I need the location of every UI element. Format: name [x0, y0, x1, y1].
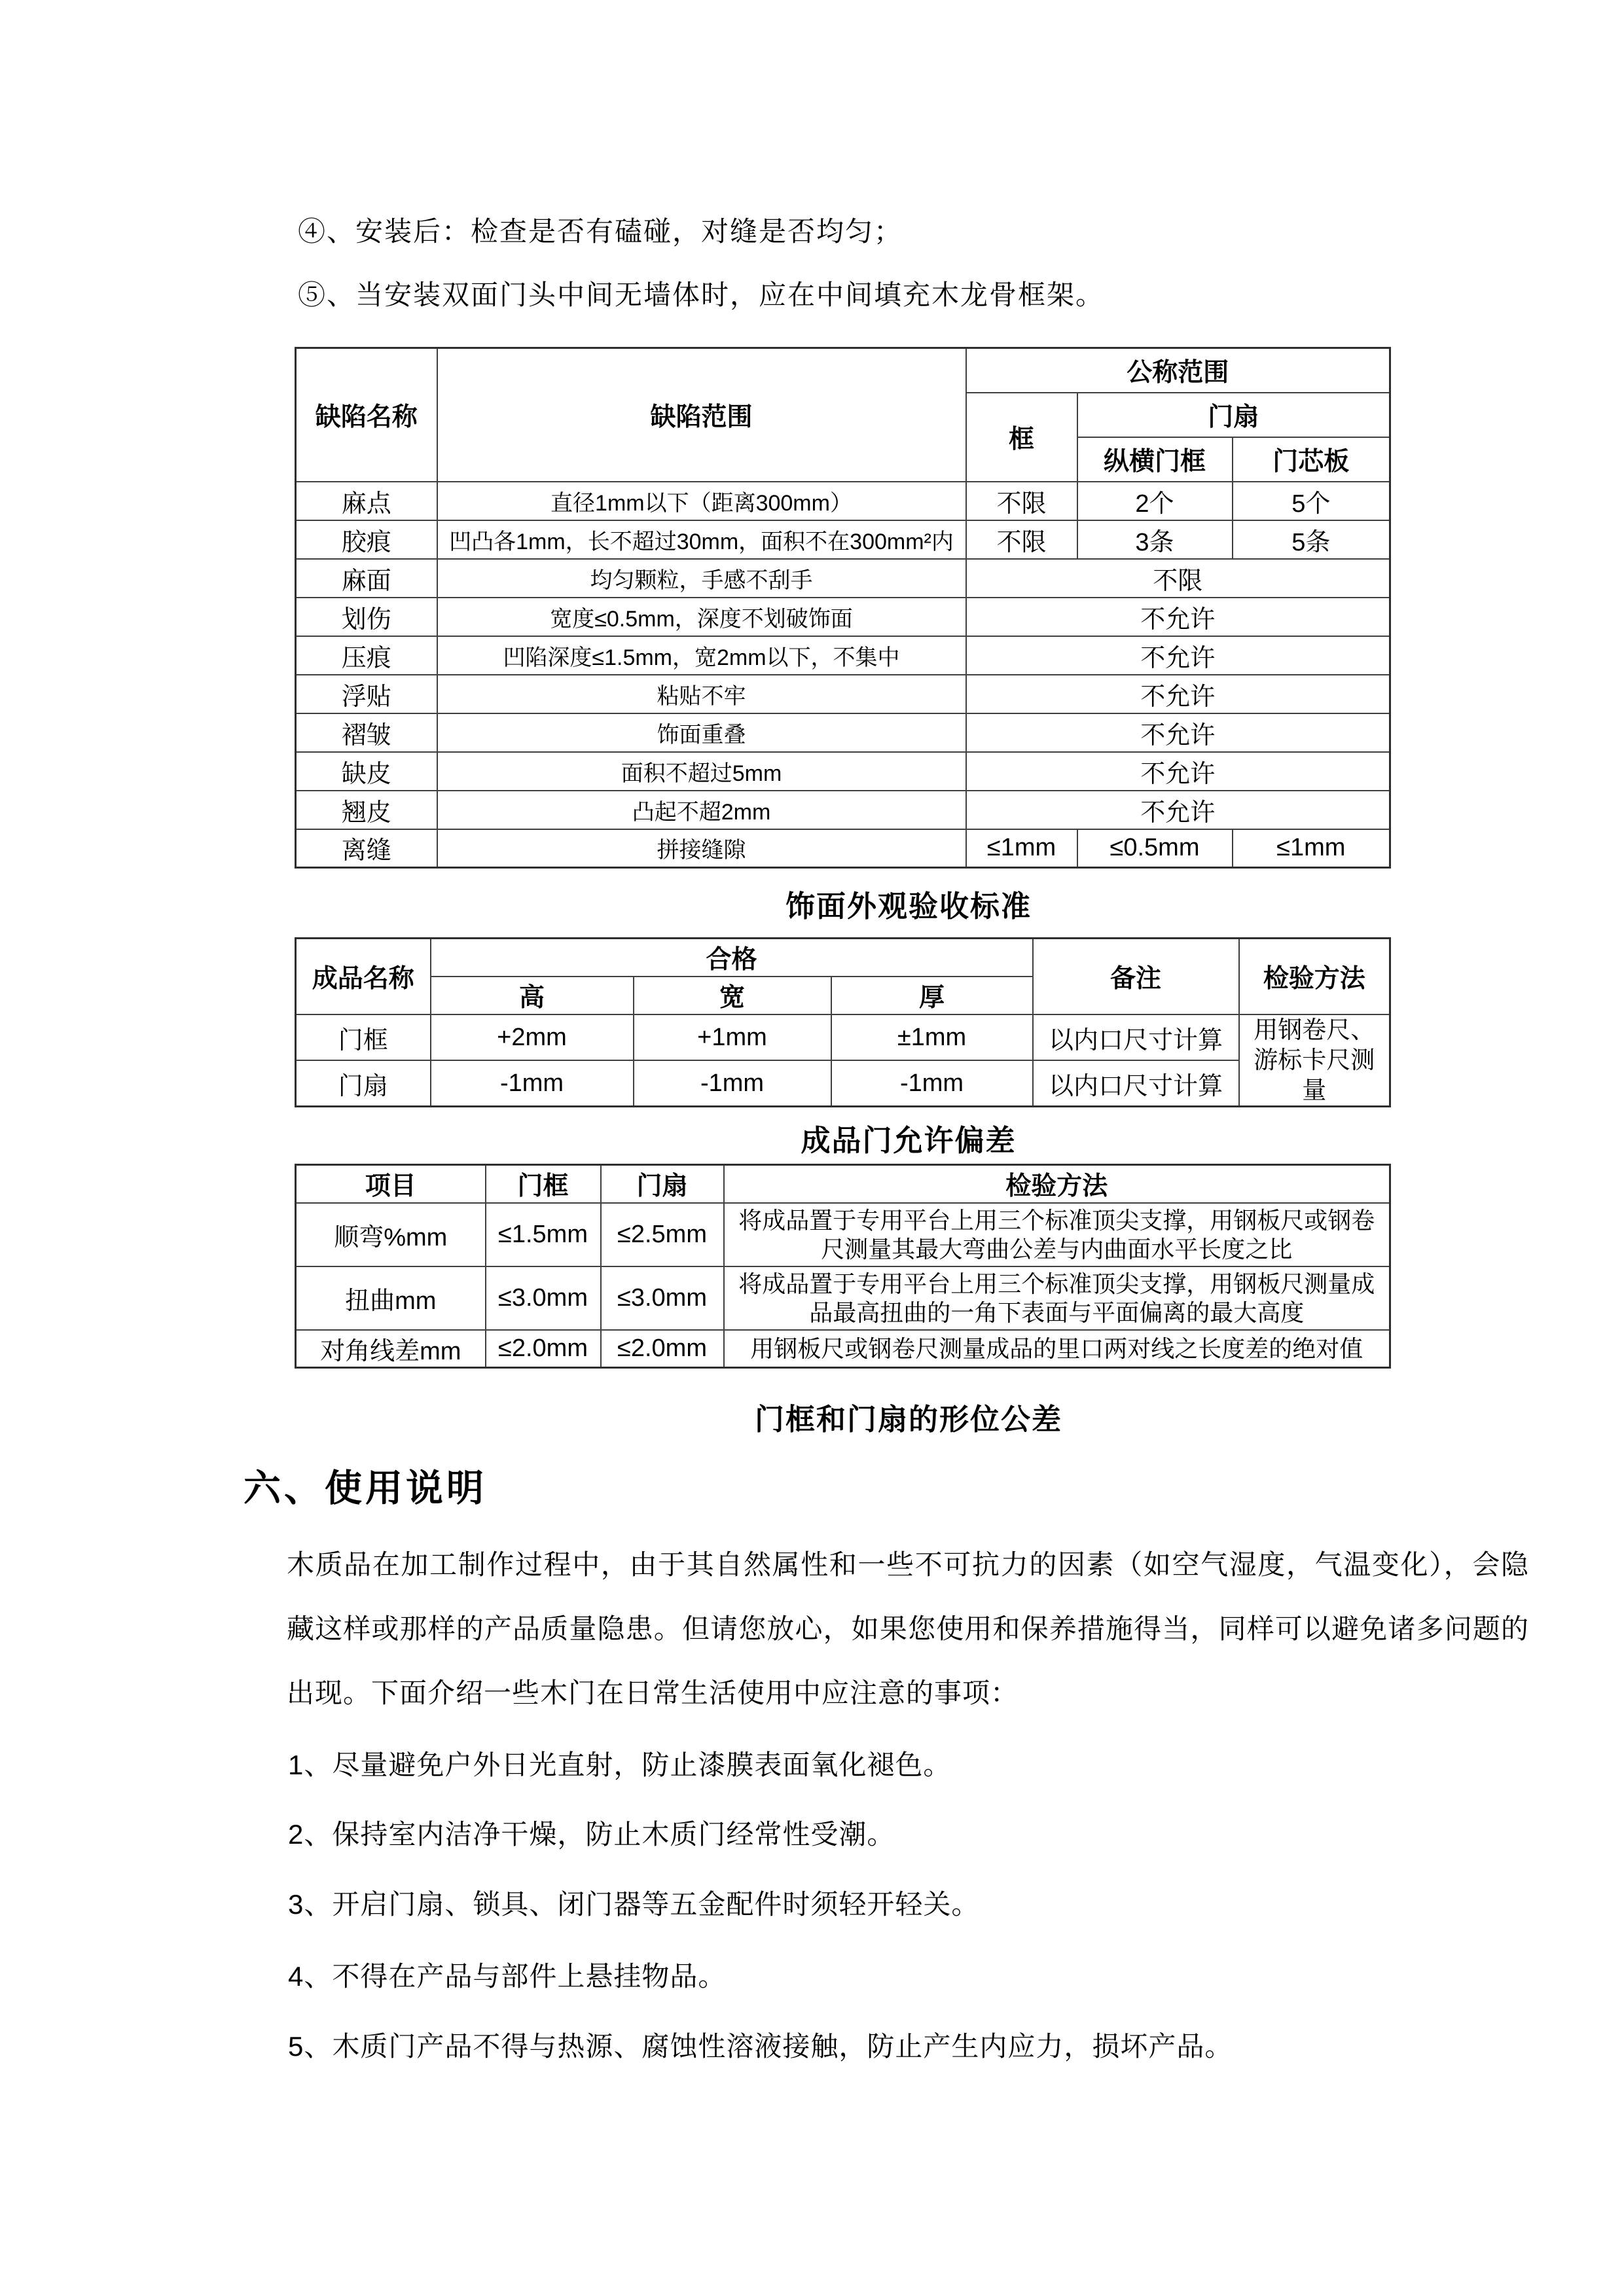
header-door-leaf: 门扇 [1077, 393, 1390, 437]
table-row [296, 559, 1390, 598]
cell-inspection-method: 将成品置于专用平台上用三个标准顶尖支撑，用钢板尺或钢卷尺测量其最大弯曲公差与内曲面水平长度之比 [724, 1203, 1390, 1266]
cell-defect-range: 凹陷深度≤1.5mm，宽2mm以下，不集中 [437, 636, 966, 675]
cell-defect-name: 浮贴 [296, 675, 437, 713]
install-note-5: ⑤、当安装双面门头中间无墙体时，应在中间填充木龙骨框架。 [298, 279, 1105, 310]
table-row [296, 1060, 1390, 1106]
cell-defect-range: 拼接缝隙 [437, 829, 966, 868]
header-stile-rail: 纵横门框 [1077, 437, 1233, 482]
header-inspection-method: 检验方法 [724, 1165, 1390, 1204]
cell-stile: ≤0.5mm [1077, 829, 1233, 868]
cell-remark: 以内口尺寸计算 [1033, 1014, 1239, 1060]
cell-all-columns: 不允许 [966, 675, 1390, 713]
cell-inspection-method: 将成品置于专用平台上用三个标准顶尖支撑，用钢板尺测量成品最高扭曲的一角下表面与平面偏离的最大高度 [724, 1266, 1390, 1330]
cell-all-columns: 不允许 [966, 791, 1390, 829]
cell-frame-value: ≤2.0mm [486, 1330, 601, 1368]
cell-defect-range: 饰面重叠 [437, 713, 966, 752]
usage-item-3: 3、开启门扇、锁具、闭门器等五金配件时须轻开轻关。 [288, 1889, 980, 1920]
usage-item-4: 4、不得在产品与部件上悬挂物品。 [288, 1961, 727, 1992]
header-width: 宽 [634, 977, 831, 1014]
cell-item: 扭曲mm [296, 1266, 486, 1330]
cell-defect-name: 划伤 [296, 598, 437, 636]
cell-height: -1mm [431, 1060, 634, 1106]
table-row [296, 636, 1390, 675]
cell-inspection-method: 用钢卷尺、游标卡尺测量 [1239, 1014, 1390, 1107]
usage-intro-paragraph: 木质品在加工制作过程中，由于其自然属性和一些不可抗力的因素（如空气湿度，气温变化），会隐藏这样或那样的产品质量隐患。但请您放心，如果您使用和保养措施得当，同样可以避免诸多问题的出现。下面介绍一些木门在日常生活使用中应注意的事项： [287, 1549, 1529, 1708]
cell-frame: ≤1mm [966, 829, 1077, 868]
table-row [296, 1330, 1390, 1368]
cell-all-columns: 不限 [966, 559, 1390, 598]
cell-leaf-value: ≤3.0mm [601, 1266, 724, 1330]
cell-defect-range: 宽度≤0.5mm，深度不划破饰面 [437, 598, 966, 636]
cell-defect-range: 面积不超过5mm [437, 752, 966, 791]
cell-width: +1mm [634, 1014, 831, 1060]
cell-defect-name: 压痕 [296, 636, 437, 675]
cell-defect-name: 褶皱 [296, 713, 437, 752]
cell-remark: 以内口尺寸计算 [1033, 1060, 1239, 1106]
cell-defect-name: 胶痕 [296, 520, 437, 559]
cell-item: 顺弯%mm [296, 1203, 486, 1266]
usage-heading: 六、使用说明 [244, 1467, 487, 1509]
cell-thickness: -1mm [831, 1060, 1033, 1106]
cell-thickness: ±1mm [831, 1014, 1033, 1060]
usage-item-5: 5、木质门产品不得与热源、腐蚀性溶液接触，防止产生内应力，损坏产品。 [288, 2031, 1233, 2062]
finish-appearance-table [295, 347, 1391, 869]
cell-core: 5个 [1233, 482, 1390, 520]
cell-inspection-method: 用钢板尺或钢卷尺测量成品的里口两对线之长度差的绝对值 [724, 1330, 1390, 1368]
table-row [296, 829, 1390, 868]
table-row [296, 791, 1390, 829]
header-defect-name: 缺陷名称 [296, 348, 437, 482]
table-row [296, 598, 1390, 636]
cell-frame: 不限 [966, 520, 1077, 559]
cell-width: -1mm [634, 1060, 831, 1106]
header-core-panel: 门芯板 [1233, 437, 1390, 482]
deviation-caption: 成品门允许偏差 [801, 1124, 1017, 1157]
usage-item-2: 2、保持室内洁净干燥，防止木质门经常性受潮。 [288, 1819, 895, 1850]
tolerance-caption: 门框和门扇的形位公差 [754, 1403, 1062, 1436]
cell-leaf-value: ≤2.0mm [601, 1330, 724, 1368]
cell-all-columns: 不允许 [966, 752, 1390, 791]
cell-defect-name: 离缝 [296, 829, 437, 868]
table-row [296, 1266, 1390, 1330]
table-row [296, 1014, 1390, 1060]
cell-frame: 不限 [966, 482, 1077, 520]
geometric-tolerance-table [295, 1164, 1391, 1369]
header-door-frame: 门框 [486, 1165, 601, 1204]
header-remark: 备注 [1033, 939, 1239, 1015]
table-row [296, 713, 1390, 752]
usage-item-1: 1、尽量避免户外日光直射，防止漆膜表面氧化褪色。 [288, 1749, 952, 1780]
header-inspection-method: 检验方法 [1239, 939, 1390, 1015]
cell-defect-name: 麻点 [296, 482, 437, 520]
cell-frame-value: ≤1.5mm [486, 1203, 601, 1266]
finish-appearance-caption: 饰面外观验收标准 [785, 889, 1032, 923]
table-row [296, 482, 1390, 520]
cell-core: 5条 [1233, 520, 1390, 559]
cell-stile: 3条 [1077, 520, 1233, 559]
cell-defect-range: 凸起不超2mm [437, 791, 966, 829]
cell-core: ≤1mm [1233, 829, 1390, 868]
header-frame: 框 [966, 393, 1077, 482]
header-height: 高 [431, 977, 634, 1014]
header-defect-range: 缺陷范围 [437, 348, 966, 482]
header-door-leaf: 门扇 [601, 1165, 724, 1204]
cell-defect-range: 粘贴不牢 [437, 675, 966, 713]
header-thickness: 厚 [831, 977, 1033, 1014]
header-pass: 合格 [431, 939, 1033, 977]
cell-defect-name: 麻面 [296, 559, 437, 598]
cell-defect-name: 翘皮 [296, 791, 437, 829]
cell-leaf-value: ≤2.5mm [601, 1203, 724, 1266]
table-row [296, 675, 1390, 713]
cell-all-columns: 不允许 [966, 636, 1390, 675]
cell-defect-range: 凹凸各1mm，长不超过30mm，面积不在300mm²内 [437, 520, 966, 559]
cell-item: 对角线差mm [296, 1330, 486, 1368]
cell-defect-range: 直径1mm以下（距离300mm） [437, 482, 966, 520]
cell-defect-range: 均匀颗粒，手感不刮手 [437, 559, 966, 598]
cell-all-columns: 不允许 [966, 598, 1390, 636]
table-row [296, 752, 1390, 791]
cell-frame-value: ≤3.0mm [486, 1266, 601, 1330]
cell-height: +2mm [431, 1014, 634, 1060]
table-row [296, 1203, 1390, 1266]
cell-product-name: 门扇 [296, 1060, 431, 1106]
cell-defect-name: 缺皮 [296, 752, 437, 791]
table-row [296, 520, 1390, 559]
cell-product-name: 门框 [296, 1014, 431, 1060]
install-note-4: ④、安装后：检查是否有磕碰，对缝是否均匀； [298, 216, 903, 247]
finished-door-deviation-table [295, 937, 1391, 1107]
cell-all-columns: 不允许 [966, 713, 1390, 752]
cell-stile: 2个 [1077, 482, 1233, 520]
header-item: 项目 [296, 1165, 486, 1204]
header-nominal-range: 公称范围 [966, 348, 1390, 393]
header-product-name: 成品名称 [296, 939, 431, 1015]
